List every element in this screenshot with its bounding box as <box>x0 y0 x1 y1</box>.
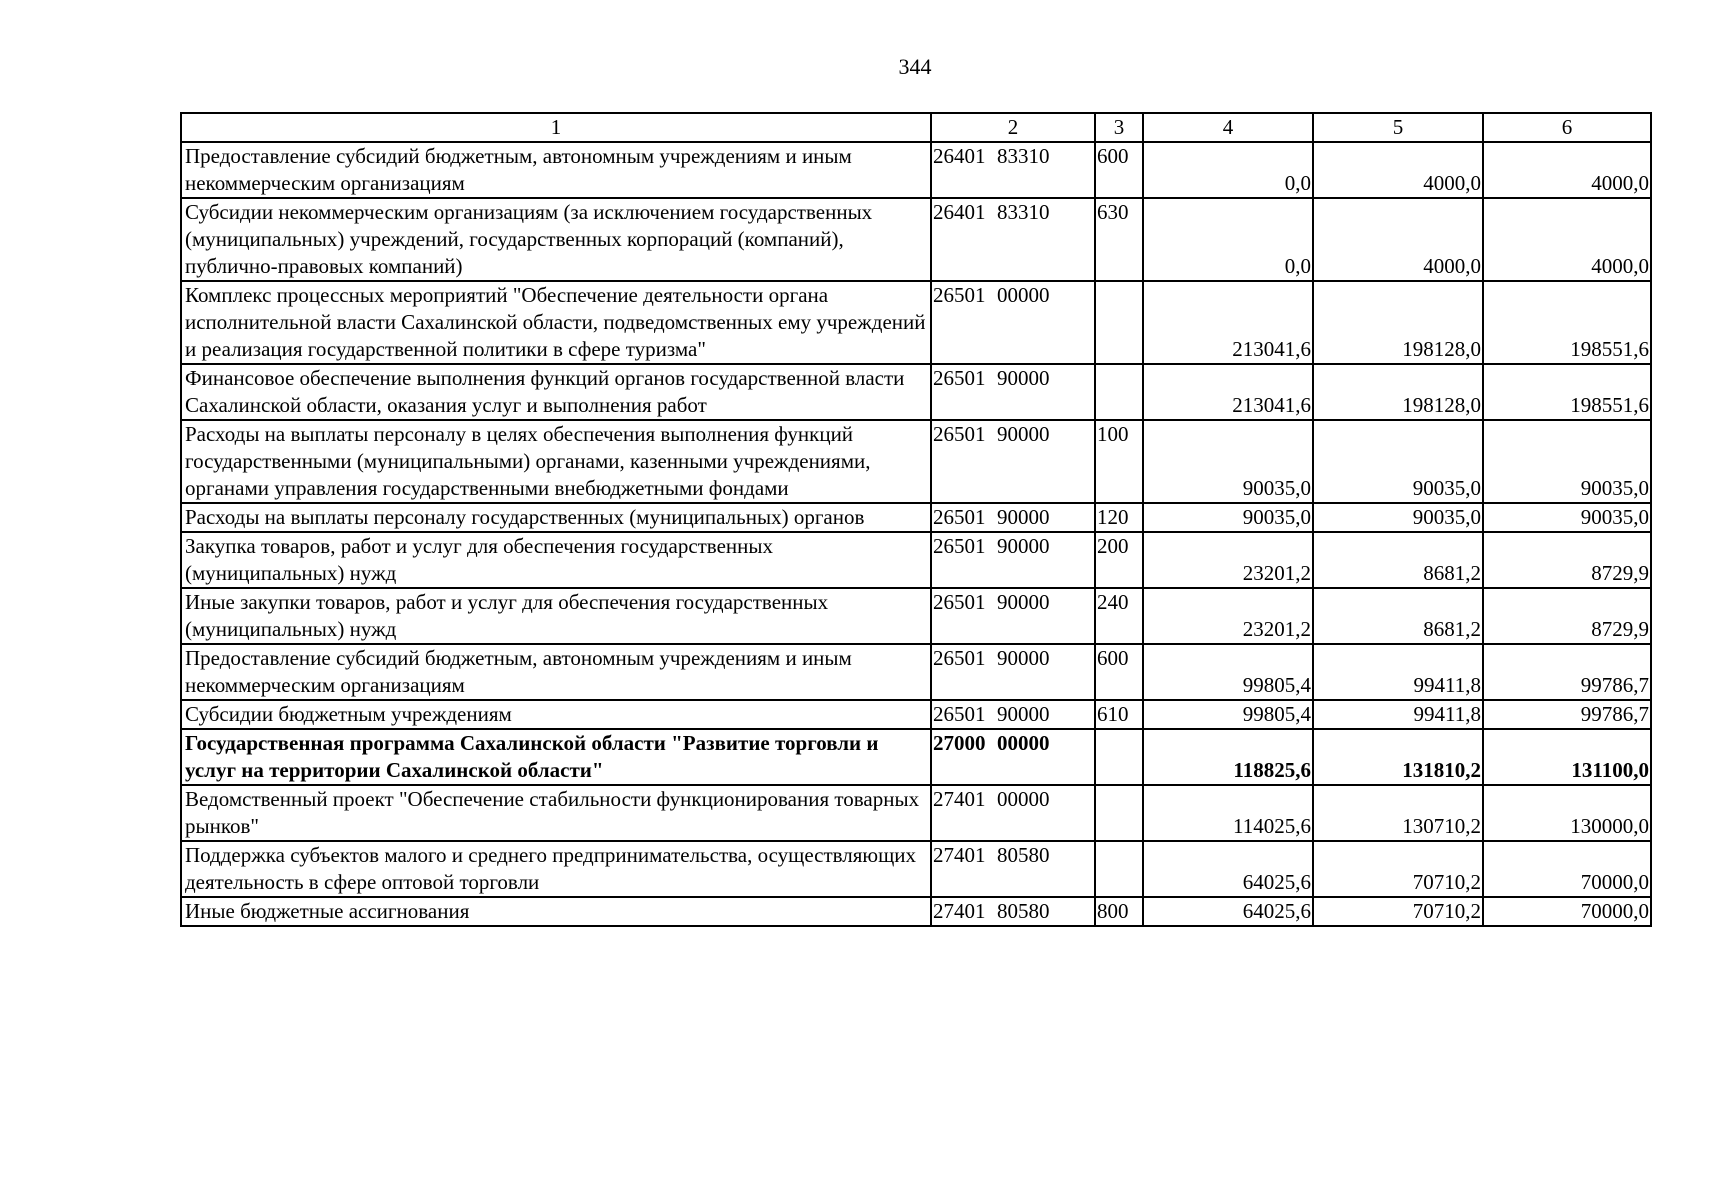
amount-col5-cell: 8681,2 <box>1313 532 1483 588</box>
direction-code: 90000 <box>997 590 1050 614</box>
expense-type-cell: 610 <box>1095 700 1143 729</box>
table-row <box>181 281 1651 364</box>
row-name-cell: Ведомственный проект "Обеспечение стабильности функционирования товарных рынков" <box>181 785 931 841</box>
program-code: 26501 <box>933 505 986 529</box>
table-row <box>181 729 1651 785</box>
amount-col4-cell: 213041,6 <box>1143 281 1313 364</box>
direction-code: 00000 <box>997 787 1050 811</box>
direction-code: 90000 <box>997 505 1050 529</box>
row-code-cell <box>931 198 1095 281</box>
direction-code: 90000 <box>997 422 1050 446</box>
row-name-cell: Расходы на выплаты персоналу государственных (муниципальных) органов <box>181 503 931 532</box>
table-row <box>181 644 1651 700</box>
amount-col6-cell: 90035,0 <box>1483 503 1651 532</box>
direction-code: 00000 <box>997 283 1050 307</box>
amount-col5-cell: 4000,0 <box>1313 198 1483 281</box>
amount-col4-cell: 118825,6 <box>1143 729 1313 785</box>
amount-col4-cell: 64025,6 <box>1143 897 1313 926</box>
table-row <box>181 897 1651 926</box>
row-name-cell: Предоставление субсидий бюджетным, автономным учреждениям и иным некоммерческим организациям <box>181 644 931 700</box>
amount-col6-cell: 70000,0 <box>1483 841 1651 897</box>
amount-col6-cell: 8729,9 <box>1483 588 1651 644</box>
table-row <box>181 142 1651 198</box>
column-header: 4 <box>1143 113 1313 142</box>
amount-col6-cell: 99786,7 <box>1483 644 1651 700</box>
program-code: 26401 <box>933 144 986 168</box>
page-number: 344 <box>898 54 932 79</box>
row-name-cell: Финансовое обеспечение выполнения функций органов государственной власти Сахалинской области, оказания услуг и выполнения работ <box>181 364 931 420</box>
direction-code: 80580 <box>997 899 1050 923</box>
amount-col5-cell: 130710,2 <box>1313 785 1483 841</box>
row-name-cell: Субсидии бюджетным учреждениям <box>181 700 931 729</box>
table-row <box>181 785 1651 841</box>
amount-col4-cell: 99805,4 <box>1143 644 1313 700</box>
amount-col4-cell: 64025,6 <box>1143 841 1313 897</box>
column-header: 3 <box>1095 113 1143 142</box>
expense-type-cell: 120 <box>1095 503 1143 532</box>
program-code: 26501 <box>933 590 986 614</box>
column-header: 1 <box>181 113 931 142</box>
program-code: 26401 <box>933 200 986 224</box>
row-name-cell: Предоставление субсидий бюджетным, автономным учреждениям и иным некоммерческим организациям <box>181 142 931 198</box>
amount-col6-cell: 198551,6 <box>1483 364 1651 420</box>
amount-col5-cell: 8681,2 <box>1313 588 1483 644</box>
amount-col6-cell: 130000,0 <box>1483 785 1651 841</box>
row-code-cell <box>931 897 1095 926</box>
expense-type-cell <box>1095 281 1143 364</box>
budget-table-body <box>181 113 1651 926</box>
row-name-cell: Субсидии некоммерческим организациям (за исключением государственных (муниципальных) учреждений, государственных корпораций (компаний), публично-правовых компаний) <box>181 198 931 281</box>
expense-type-cell: 600 <box>1095 142 1143 198</box>
row-code-cell <box>931 729 1095 785</box>
direction-code: 90000 <box>997 646 1050 670</box>
expense-type-cell: 240 <box>1095 588 1143 644</box>
table-row <box>181 700 1651 729</box>
row-name-cell: Поддержка субъектов малого и среднего предпринимательства, осуществляющих деятельность в сфере оптовой торговли <box>181 841 931 897</box>
amount-col5-cell: 90035,0 <box>1313 503 1483 532</box>
table-row <box>181 420 1651 503</box>
budget-table <box>180 112 1652 927</box>
amount-col4-cell: 0,0 <box>1143 142 1313 198</box>
table-row <box>181 198 1651 281</box>
table-header-row <box>181 113 1651 142</box>
direction-code: 00000 <box>997 731 1050 755</box>
program-code: 26501 <box>933 702 986 726</box>
row-code-cell <box>931 364 1095 420</box>
row-name-cell: Расходы на выплаты персоналу в целях обеспечения выполнения функций государственными (муниципальными) органами, казенными учреждениями, органами управления государственными внебюджетными фондами <box>181 420 931 503</box>
program-code: 26501 <box>933 366 986 390</box>
row-name-cell: Государственная программа Сахалинской области "Развитие торговли и услуг на территории Сахалинской области" <box>181 729 931 785</box>
column-header: 5 <box>1313 113 1483 142</box>
amount-col4-cell: 213041,6 <box>1143 364 1313 420</box>
expense-type-cell <box>1095 841 1143 897</box>
amount-col6-cell: 70000,0 <box>1483 897 1651 926</box>
amount-col5-cell: 198128,0 <box>1313 364 1483 420</box>
row-name-cell: Иные закупки товаров, работ и услуг для обеспечения государственных (муниципальных) нужд <box>181 588 931 644</box>
table-row <box>181 503 1651 532</box>
direction-code: 83310 <box>997 200 1050 224</box>
direction-code: 83310 <box>997 144 1050 168</box>
row-code-cell <box>931 142 1095 198</box>
amount-col4-cell: 90035,0 <box>1143 420 1313 503</box>
expense-type-cell <box>1095 785 1143 841</box>
amount-col6-cell: 4000,0 <box>1483 142 1651 198</box>
amount-col6-cell: 99786,7 <box>1483 700 1651 729</box>
row-code-cell <box>931 700 1095 729</box>
amount-col5-cell: 4000,0 <box>1313 142 1483 198</box>
column-header: 2 <box>931 113 1095 142</box>
row-code-cell <box>931 841 1095 897</box>
row-name-cell: Закупка товаров, работ и услуг для обеспечения государственных (муниципальных) нужд <box>181 532 931 588</box>
table-row <box>181 588 1651 644</box>
row-code-cell <box>931 281 1095 364</box>
program-code: 26501 <box>933 534 986 558</box>
amount-col5-cell: 131810,2 <box>1313 729 1483 785</box>
amount-col6-cell: 4000,0 <box>1483 198 1651 281</box>
expense-type-cell: 600 <box>1095 644 1143 700</box>
amount-col4-cell: 114025,6 <box>1143 785 1313 841</box>
program-code: 26501 <box>933 646 986 670</box>
amount-col4-cell: 99805,4 <box>1143 700 1313 729</box>
program-code: 27000 <box>933 731 986 755</box>
table-row <box>181 532 1651 588</box>
row-code-cell <box>931 532 1095 588</box>
row-code-cell <box>931 644 1095 700</box>
amount-col5-cell: 99411,8 <box>1313 644 1483 700</box>
expense-type-cell <box>1095 729 1143 785</box>
amount-col4-cell: 23201,2 <box>1143 532 1313 588</box>
amount-col6-cell: 198551,6 <box>1483 281 1651 364</box>
amount-col5-cell: 198128,0 <box>1313 281 1483 364</box>
amount-col5-cell: 70710,2 <box>1313 841 1483 897</box>
direction-code: 80580 <box>997 843 1050 867</box>
amount-col6-cell: 8729,9 <box>1483 532 1651 588</box>
table-row <box>181 364 1651 420</box>
direction-code: 90000 <box>997 702 1050 726</box>
expense-type-cell: 100 <box>1095 420 1143 503</box>
row-code-cell <box>931 588 1095 644</box>
expense-type-cell <box>1095 364 1143 420</box>
amount-col6-cell: 131100,0 <box>1483 729 1651 785</box>
amount-col4-cell: 90035,0 <box>1143 503 1313 532</box>
program-code: 26501 <box>933 283 986 307</box>
row-code-cell <box>931 785 1095 841</box>
row-code-cell <box>931 420 1095 503</box>
direction-code: 90000 <box>997 366 1050 390</box>
expense-type-cell: 200 <box>1095 532 1143 588</box>
program-code: 27401 <box>933 843 986 867</box>
expense-type-cell: 800 <box>1095 897 1143 926</box>
amount-col4-cell: 0,0 <box>1143 198 1313 281</box>
direction-code: 90000 <box>997 534 1050 558</box>
column-header: 6 <box>1483 113 1651 142</box>
amount-col5-cell: 70710,2 <box>1313 897 1483 926</box>
amount-col6-cell: 90035,0 <box>1483 420 1651 503</box>
amount-col5-cell: 90035,0 <box>1313 420 1483 503</box>
program-code: 27401 <box>933 787 986 811</box>
program-code: 26501 <box>933 422 986 446</box>
expense-type-cell: 630 <box>1095 198 1143 281</box>
row-name-cell: Комплекс процессных мероприятий "Обеспечение деятельности органа исполнительной власти Сахалинской области, подведомственных ему учреждений и реализация государственной политики в сфере туризма" <box>181 281 931 364</box>
row-code-cell <box>931 503 1095 532</box>
amount-col4-cell: 23201,2 <box>1143 588 1313 644</box>
table-row <box>181 841 1651 897</box>
amount-col5-cell: 99411,8 <box>1313 700 1483 729</box>
program-code: 27401 <box>933 899 986 923</box>
row-name-cell: Иные бюджетные ассигнования <box>181 897 931 926</box>
